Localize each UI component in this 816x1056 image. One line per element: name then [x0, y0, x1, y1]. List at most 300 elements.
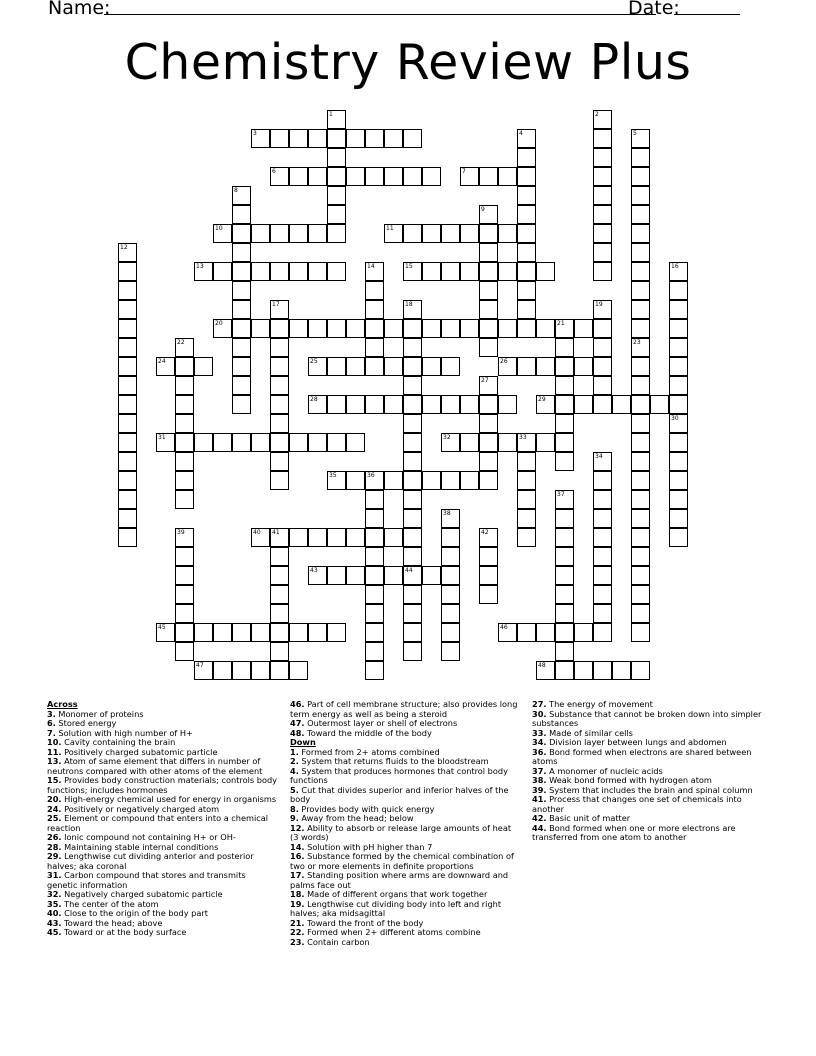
- grid-cell[interactable]: [593, 395, 612, 414]
- grid-cell[interactable]: [365, 528, 384, 547]
- grid-cell[interactable]: [308, 224, 327, 243]
- grid-cell[interactable]: [403, 167, 422, 186]
- grid-cell[interactable]: [118, 528, 137, 547]
- grid-cell[interactable]: [327, 528, 346, 547]
- grid-cell[interactable]: [270, 528, 289, 547]
- grid-cell[interactable]: [403, 585, 422, 604]
- grid-cell[interactable]: [232, 262, 251, 281]
- grid-cell[interactable]: [251, 528, 270, 547]
- grid-cell[interactable]: [213, 224, 232, 243]
- grid-cell[interactable]: [593, 604, 612, 623]
- grid-cell[interactable]: [175, 490, 194, 509]
- grid-cell[interactable]: [612, 395, 631, 414]
- grid-cell[interactable]: [517, 167, 536, 186]
- grid-cell[interactable]: [517, 300, 536, 319]
- grid-cell[interactable]: [175, 338, 194, 357]
- grid-cell[interactable]: [270, 604, 289, 623]
- grid-cell[interactable]: [422, 566, 441, 585]
- grid-cell[interactable]: [574, 623, 593, 642]
- grid-cell[interactable]: [517, 319, 536, 338]
- grid-cell[interactable]: [403, 129, 422, 148]
- grid-cell[interactable]: [346, 167, 365, 186]
- grid-cell[interactable]: [232, 338, 251, 357]
- grid-cell[interactable]: [669, 452, 688, 471]
- grid-cell[interactable]: [327, 395, 346, 414]
- grid-cell[interactable]: [441, 547, 460, 566]
- grid-cell[interactable]: [517, 452, 536, 471]
- grid-cell[interactable]: [232, 205, 251, 224]
- grid-cell[interactable]: [175, 357, 194, 376]
- grid-cell[interactable]: [422, 357, 441, 376]
- grid-cell[interactable]: [517, 243, 536, 262]
- grid-cell[interactable]: [403, 414, 422, 433]
- grid-cell[interactable]: [118, 300, 137, 319]
- grid-cell[interactable]: [536, 319, 555, 338]
- grid-cell[interactable]: [289, 623, 308, 642]
- grid-cell[interactable]: [232, 357, 251, 376]
- grid-cell[interactable]: [403, 319, 422, 338]
- grid-cell[interactable]: [289, 224, 308, 243]
- grid-cell[interactable]: [574, 357, 593, 376]
- grid-cell[interactable]: [232, 186, 251, 205]
- grid-cell[interactable]: [593, 471, 612, 490]
- grid-cell[interactable]: [479, 395, 498, 414]
- grid-cell[interactable]: [669, 376, 688, 395]
- grid-cell[interactable]: [631, 395, 650, 414]
- grid-cell[interactable]: [479, 433, 498, 452]
- grid-cell[interactable]: [251, 661, 270, 680]
- grid-cell[interactable]: [517, 471, 536, 490]
- grid-cell[interactable]: [479, 547, 498, 566]
- grid-cell[interactable]: [308, 167, 327, 186]
- grid-cell[interactable]: [631, 186, 650, 205]
- grid-cell[interactable]: [479, 566, 498, 585]
- grid-cell[interactable]: [479, 262, 498, 281]
- grid-cell[interactable]: [308, 528, 327, 547]
- grid-cell[interactable]: [517, 528, 536, 547]
- grid-cell[interactable]: [422, 319, 441, 338]
- grid-cell[interactable]: [479, 376, 498, 395]
- grid-cell[interactable]: [403, 224, 422, 243]
- grid-cell[interactable]: [479, 528, 498, 547]
- grid-cell[interactable]: [631, 452, 650, 471]
- grid-cell[interactable]: [118, 471, 137, 490]
- grid-cell[interactable]: [441, 262, 460, 281]
- grid-cell[interactable]: [327, 262, 346, 281]
- grid-cell[interactable]: [441, 642, 460, 661]
- grid-cell[interactable]: [118, 357, 137, 376]
- grid-cell[interactable]: [270, 566, 289, 585]
- grid-cell[interactable]: [270, 547, 289, 566]
- grid-cell[interactable]: [289, 661, 308, 680]
- grid-cell[interactable]: [270, 224, 289, 243]
- grid-cell[interactable]: [631, 338, 650, 357]
- grid-cell[interactable]: [346, 433, 365, 452]
- grid-cell[interactable]: [118, 395, 137, 414]
- grid-cell[interactable]: [517, 129, 536, 148]
- grid-cell[interactable]: [555, 661, 574, 680]
- grid-cell[interactable]: [118, 376, 137, 395]
- grid-cell[interactable]: [365, 129, 384, 148]
- grid-cell[interactable]: [555, 509, 574, 528]
- grid-cell[interactable]: [175, 566, 194, 585]
- grid-cell[interactable]: [327, 110, 346, 129]
- grid-cell[interactable]: [574, 661, 593, 680]
- grid-cell[interactable]: [555, 547, 574, 566]
- grid-cell[interactable]: [631, 376, 650, 395]
- grid-cell[interactable]: [403, 452, 422, 471]
- grid-cell[interactable]: [270, 357, 289, 376]
- grid-cell[interactable]: [365, 566, 384, 585]
- grid-cell[interactable]: [118, 243, 137, 262]
- grid-cell[interactable]: [593, 186, 612, 205]
- grid-cell[interactable]: [175, 471, 194, 490]
- grid-cell[interactable]: [308, 433, 327, 452]
- grid-cell[interactable]: [479, 414, 498, 433]
- grid-cell[interactable]: [156, 433, 175, 452]
- grid-cell[interactable]: [631, 300, 650, 319]
- grid-cell[interactable]: [365, 509, 384, 528]
- grid-cell[interactable]: [365, 281, 384, 300]
- grid-cell[interactable]: [422, 471, 441, 490]
- grid-cell[interactable]: [346, 566, 365, 585]
- grid-cell[interactable]: [669, 300, 688, 319]
- grid-cell[interactable]: [403, 604, 422, 623]
- grid-cell[interactable]: [555, 528, 574, 547]
- grid-cell[interactable]: [669, 528, 688, 547]
- grid-cell[interactable]: [498, 623, 517, 642]
- grid-cell[interactable]: [479, 471, 498, 490]
- grid-cell[interactable]: [403, 642, 422, 661]
- grid-cell[interactable]: [384, 528, 403, 547]
- grid-cell[interactable]: [156, 357, 175, 376]
- grid-cell[interactable]: [593, 528, 612, 547]
- grid-cell[interactable]: [327, 319, 346, 338]
- grid-cell[interactable]: [441, 566, 460, 585]
- grid-cell[interactable]: [593, 623, 612, 642]
- grid-cell[interactable]: [346, 129, 365, 148]
- grid-cell[interactable]: [289, 528, 308, 547]
- grid-cell[interactable]: [517, 224, 536, 243]
- grid-cell[interactable]: [270, 623, 289, 642]
- grid-cell[interactable]: [498, 357, 517, 376]
- grid-cell[interactable]: [232, 224, 251, 243]
- grid-cell[interactable]: [403, 490, 422, 509]
- grid-cell[interactable]: [365, 262, 384, 281]
- grid-cell[interactable]: [631, 167, 650, 186]
- grid-cell[interactable]: [669, 433, 688, 452]
- grid-cell[interactable]: [251, 623, 270, 642]
- grid-cell[interactable]: [460, 319, 479, 338]
- grid-cell[interactable]: [213, 661, 232, 680]
- grid-cell[interactable]: [270, 300, 289, 319]
- grid-cell[interactable]: [593, 243, 612, 262]
- grid-cell[interactable]: [460, 471, 479, 490]
- grid-cell[interactable]: [555, 585, 574, 604]
- grid-cell[interactable]: [422, 262, 441, 281]
- grid-cell[interactable]: [441, 471, 460, 490]
- grid-cell[interactable]: [346, 471, 365, 490]
- grid-cell[interactable]: [631, 243, 650, 262]
- grid-cell[interactable]: [365, 585, 384, 604]
- grid-cell[interactable]: [403, 395, 422, 414]
- grid-cell[interactable]: [593, 547, 612, 566]
- grid-cell[interactable]: [365, 623, 384, 642]
- grid-cell[interactable]: [631, 205, 650, 224]
- grid-cell[interactable]: [118, 262, 137, 281]
- grid-cell[interactable]: [365, 167, 384, 186]
- grid-cell[interactable]: [593, 585, 612, 604]
- grid-cell[interactable]: [669, 262, 688, 281]
- grid-cell[interactable]: [669, 395, 688, 414]
- grid-cell[interactable]: [118, 509, 137, 528]
- grid-cell[interactable]: [593, 338, 612, 357]
- grid-cell[interactable]: [289, 319, 308, 338]
- grid-cell[interactable]: [422, 167, 441, 186]
- grid-cell[interactable]: [308, 319, 327, 338]
- grid-cell[interactable]: [669, 471, 688, 490]
- grid-cell[interactable]: [441, 357, 460, 376]
- grid-cell[interactable]: [669, 281, 688, 300]
- grid-cell[interactable]: [270, 129, 289, 148]
- grid-cell[interactable]: [270, 319, 289, 338]
- grid-cell[interactable]: [403, 338, 422, 357]
- grid-cell[interactable]: [536, 623, 555, 642]
- grid-cell[interactable]: [232, 623, 251, 642]
- grid-cell[interactable]: [308, 357, 327, 376]
- grid-cell[interactable]: [669, 414, 688, 433]
- grid-cell[interactable]: [403, 376, 422, 395]
- grid-cell[interactable]: [631, 566, 650, 585]
- grid-cell[interactable]: [460, 167, 479, 186]
- grid-cell[interactable]: [479, 243, 498, 262]
- grid-cell[interactable]: [631, 148, 650, 167]
- grid-cell[interactable]: [631, 319, 650, 338]
- grid-cell[interactable]: [593, 661, 612, 680]
- grid-cell[interactable]: [631, 490, 650, 509]
- grid-cell[interactable]: [365, 604, 384, 623]
- grid-cell[interactable]: [175, 376, 194, 395]
- grid-cell[interactable]: [593, 452, 612, 471]
- grid-cell[interactable]: [327, 129, 346, 148]
- grid-cell[interactable]: [422, 224, 441, 243]
- grid-cell[interactable]: [631, 433, 650, 452]
- grid-cell[interactable]: [498, 433, 517, 452]
- grid-cell[interactable]: [631, 129, 650, 148]
- grid-cell[interactable]: [365, 338, 384, 357]
- grid-cell[interactable]: [441, 509, 460, 528]
- grid-cell[interactable]: [270, 376, 289, 395]
- grid-cell[interactable]: [270, 661, 289, 680]
- grid-cell[interactable]: [403, 300, 422, 319]
- grid-cell[interactable]: [327, 433, 346, 452]
- grid-cell[interactable]: [593, 205, 612, 224]
- grid-cell[interactable]: [555, 604, 574, 623]
- grid-cell[interactable]: [422, 395, 441, 414]
- grid-cell[interactable]: [631, 281, 650, 300]
- grid-cell[interactable]: [156, 623, 175, 642]
- grid-cell[interactable]: [384, 224, 403, 243]
- grid-cell[interactable]: [631, 585, 650, 604]
- grid-cell[interactable]: [251, 262, 270, 281]
- grid-cell[interactable]: [555, 433, 574, 452]
- grid-cell[interactable]: [593, 300, 612, 319]
- grid-cell[interactable]: [251, 224, 270, 243]
- grid-cell[interactable]: [631, 357, 650, 376]
- grid-cell[interactable]: [194, 661, 213, 680]
- grid-cell[interactable]: [213, 433, 232, 452]
- grid-cell[interactable]: [308, 566, 327, 585]
- grid-cell[interactable]: [479, 300, 498, 319]
- grid-cell[interactable]: [498, 395, 517, 414]
- grid-cell[interactable]: [403, 471, 422, 490]
- grid-cell[interactable]: [365, 490, 384, 509]
- grid-cell[interactable]: [612, 661, 631, 680]
- grid-cell[interactable]: [460, 262, 479, 281]
- grid-cell[interactable]: [441, 395, 460, 414]
- grid-cell[interactable]: [365, 661, 384, 680]
- grid-cell[interactable]: [251, 319, 270, 338]
- grid-cell[interactable]: [593, 110, 612, 129]
- grid-cell[interactable]: [194, 623, 213, 642]
- grid-cell[interactable]: [555, 319, 574, 338]
- grid-cell[interactable]: [118, 281, 137, 300]
- grid-cell[interactable]: [479, 205, 498, 224]
- grid-cell[interactable]: [555, 395, 574, 414]
- grid-cell[interactable]: [213, 262, 232, 281]
- grid-cell[interactable]: [593, 509, 612, 528]
- grid-cell[interactable]: [479, 452, 498, 471]
- grid-cell[interactable]: [555, 357, 574, 376]
- grid-cell[interactable]: [327, 623, 346, 642]
- grid-cell[interactable]: [555, 452, 574, 471]
- grid-cell[interactable]: [669, 357, 688, 376]
- grid-cell[interactable]: [365, 395, 384, 414]
- grid-cell[interactable]: [251, 433, 270, 452]
- grid-cell[interactable]: [593, 148, 612, 167]
- grid-cell[interactable]: [517, 186, 536, 205]
- grid-cell[interactable]: [536, 395, 555, 414]
- grid-cell[interactable]: [270, 167, 289, 186]
- grid-cell[interactable]: [555, 338, 574, 357]
- grid-cell[interactable]: [441, 528, 460, 547]
- grid-cell[interactable]: [365, 357, 384, 376]
- grid-cell[interactable]: [479, 167, 498, 186]
- grid-cell[interactable]: [669, 509, 688, 528]
- grid-cell[interactable]: [517, 281, 536, 300]
- grid-cell[interactable]: [517, 205, 536, 224]
- grid-cell[interactable]: [650, 395, 669, 414]
- grid-cell[interactable]: [346, 319, 365, 338]
- grid-cell[interactable]: [593, 224, 612, 243]
- grid-cell[interactable]: [593, 319, 612, 338]
- grid-cell[interactable]: [175, 414, 194, 433]
- grid-cell[interactable]: [384, 129, 403, 148]
- grid-cell[interactable]: [232, 281, 251, 300]
- grid-cell[interactable]: [327, 167, 346, 186]
- grid-cell[interactable]: [403, 509, 422, 528]
- grid-cell[interactable]: [175, 547, 194, 566]
- grid-cell[interactable]: [365, 547, 384, 566]
- grid-cell[interactable]: [175, 528, 194, 547]
- grid-cell[interactable]: [517, 623, 536, 642]
- grid-cell[interactable]: [460, 224, 479, 243]
- grid-cell[interactable]: [384, 471, 403, 490]
- grid-cell[interactable]: [631, 547, 650, 566]
- grid-cell[interactable]: [118, 319, 137, 338]
- grid-cell[interactable]: [289, 167, 308, 186]
- grid-cell[interactable]: [536, 262, 555, 281]
- grid-cell[interactable]: [498, 167, 517, 186]
- grid-cell[interactable]: [384, 319, 403, 338]
- grid-cell[interactable]: [536, 357, 555, 376]
- grid-cell[interactable]: [213, 319, 232, 338]
- grid-cell[interactable]: [403, 547, 422, 566]
- grid-cell[interactable]: [365, 471, 384, 490]
- grid-cell[interactable]: [555, 642, 574, 661]
- grid-cell[interactable]: [308, 623, 327, 642]
- grid-cell[interactable]: [498, 262, 517, 281]
- grid-cell[interactable]: [118, 338, 137, 357]
- grid-cell[interactable]: [270, 395, 289, 414]
- grid-cell[interactable]: [517, 357, 536, 376]
- grid-cell[interactable]: [308, 395, 327, 414]
- grid-cell[interactable]: [593, 376, 612, 395]
- grid-cell[interactable]: [365, 300, 384, 319]
- grid-cell[interactable]: [118, 452, 137, 471]
- grid-cell[interactable]: [574, 319, 593, 338]
- grid-cell[interactable]: [631, 623, 650, 642]
- grid-cell[interactable]: [479, 319, 498, 338]
- grid-cell[interactable]: [270, 338, 289, 357]
- grid-cell[interactable]: [365, 319, 384, 338]
- grid-cell[interactable]: [536, 661, 555, 680]
- grid-cell[interactable]: [327, 357, 346, 376]
- grid-cell[interactable]: [631, 604, 650, 623]
- grid-cell[interactable]: [441, 623, 460, 642]
- grid-cell[interactable]: [175, 395, 194, 414]
- grid-cell[interactable]: [631, 414, 650, 433]
- grid-cell[interactable]: [555, 566, 574, 585]
- grid-cell[interactable]: [175, 585, 194, 604]
- grid-cell[interactable]: [232, 376, 251, 395]
- grid-cell[interactable]: [479, 224, 498, 243]
- grid-cell[interactable]: [593, 262, 612, 281]
- grid-cell[interactable]: [232, 433, 251, 452]
- grid-cell[interactable]: [441, 433, 460, 452]
- grid-cell[interactable]: [232, 395, 251, 414]
- grid-cell[interactable]: [270, 262, 289, 281]
- grid-cell[interactable]: [118, 433, 137, 452]
- grid-cell[interactable]: [593, 490, 612, 509]
- grid-cell[interactable]: [118, 490, 137, 509]
- grid-cell[interactable]: [631, 262, 650, 281]
- grid-cell[interactable]: [251, 129, 270, 148]
- grid-cell[interactable]: [175, 452, 194, 471]
- grid-cell[interactable]: [517, 262, 536, 281]
- grid-cell[interactable]: [194, 357, 213, 376]
- grid-cell[interactable]: [498, 224, 517, 243]
- grid-cell[interactable]: [232, 319, 251, 338]
- grid-cell[interactable]: [593, 167, 612, 186]
- grid-cell[interactable]: [555, 414, 574, 433]
- grid-cell[interactable]: [593, 566, 612, 585]
- grid-cell[interactable]: [498, 319, 517, 338]
- grid-cell[interactable]: [289, 129, 308, 148]
- grid-cell[interactable]: [308, 262, 327, 281]
- grid-cell[interactable]: [403, 433, 422, 452]
- grid-cell[interactable]: [479, 585, 498, 604]
